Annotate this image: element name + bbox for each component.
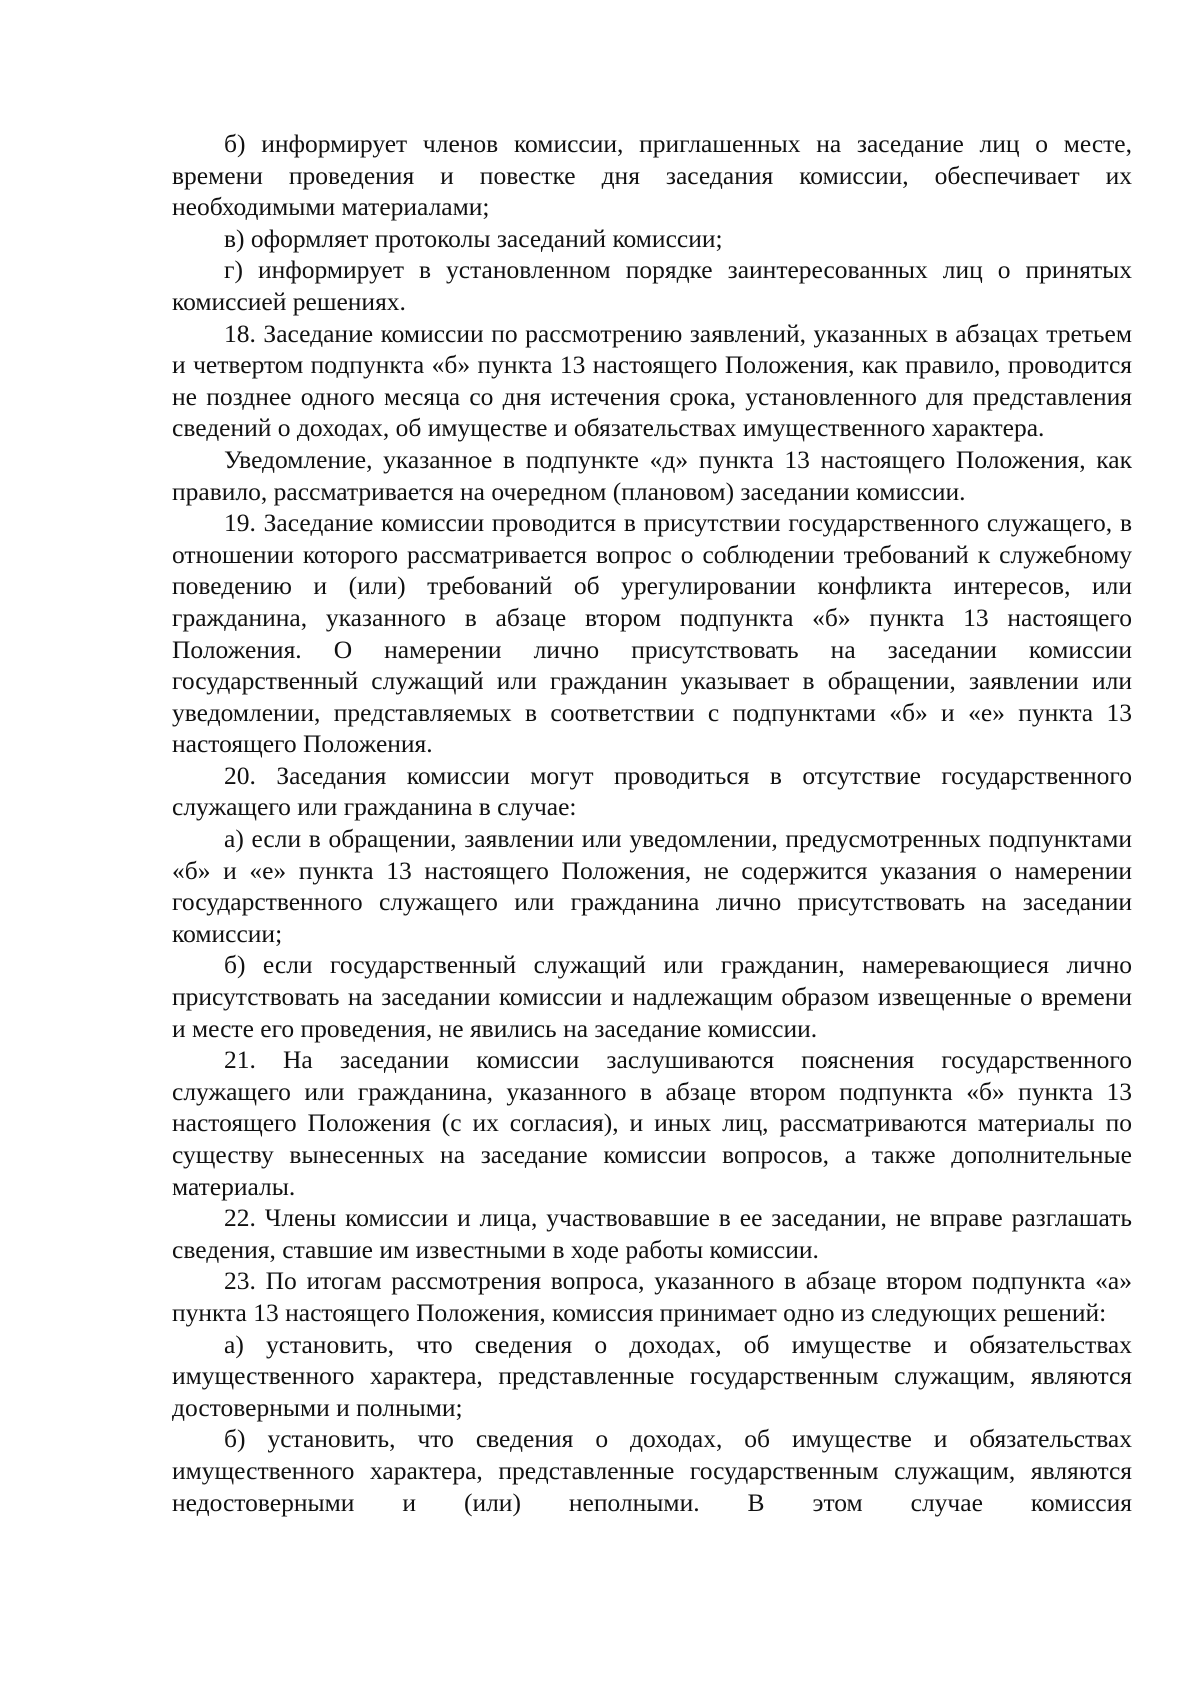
paragraph-23: 23. По итогам рассмотрения вопроса, указанного в абзаце втором подпункта «а» пункта 13 настоящего Положения, комиссия принимает одно из следующих решений: [172,1266,1132,1327]
paragraph-20b: б) если государственный служащий или гражданин, намеревающиеся лично присутствовать на заседании комиссии и надлежащим образом извещенные о времени и месте его проведения, не явились на заседание комиссии. [172,950,1132,1043]
paragraph-20a: а) если в обращении, заявлении или уведомлении, предусмотренных подпунктами «б» и «е» пункта 13 настоящего Положения, не содержится указания о намерении государственного служащего или гражданина лично присутствовать на заседании комиссии; [172,824,1132,948]
paragraph-21: 21. На заседании комиссии заслушиваются пояснения государственного служащего или гражданина, указанного в абзаце втором подпункта «б» пункта 13 настоящего Положения (с их согласия), и иных лиц, рассматриваются материалы по существу вынесенных на заседание комиссии вопросов, а также дополнительные материалы. [172,1045,1132,1201]
paragraph-17g: г) информирует в установленном порядке заинтересованных лиц о принятых комиссией решениях. [172,255,1132,316]
paragraph-17v: в) оформляет протоколы заседаний комиссии; [224,223,723,253]
paragraph-17b: б) информирует членов комиссии, приглашенных на заседание лиц о месте, времени проведения и повестке дня заседания комиссии, обеспечивает их необходимыми материалами; [172,129,1132,222]
paragraph-18-notice: Уведомление, указанное в подпункте «д» пункта 13 настоящего Положения, как правило, рассматривается на очередном (плановом) заседании комиссии. [172,444,1132,506]
paragraph-19: 19. Заседание комиссии проводится в присутствии государственного служащего, в отношении которого рассматривается вопрос о соблюдении требований к служебному поведению и (или) требований об урегулировании конфликта интересов, или гражданина, указанного в абзаце втором подпункта «б» пункта 13 настоящего Положения. О намерении лично присутствовать на заседании комиссии государственный служащий или гражданин указывает в обращении, заявлении или уведомлении, представляемых в соответствии с подпунктами «б» и «е» пункта 13 настоящего Положения. [172,508,1132,759]
paragraph-18: 18. Заседание комиссии по рассмотрению заявлений, указанных в абзацах третьем и четвертом подпункта «б» пункта 13 настоящего Положения, как правило, проводится не позднее одного месяца со дня истечения срока, установленного для представления сведений о доходах, об имуществе и обязательствах имущественного характера. [172,318,1132,443]
paragraph-20: 20. Заседания комиссии могут проводиться в отсутствие государственного служащего или гражданина в случае: [172,760,1132,822]
paragraph-22: 22. Члены комиссии и лица, участвовавшие в ее заседании, не вправе разглашать сведения, ставшие им известными в ходе работы комиссии. [172,1203,1132,1264]
paragraph-23b: б) установить, что сведения о доходах, об имуществе и обязательствах имущественного характера, представленные государственным служащим, являются недостоверными и (или) неполными. В этом случае комиссия [172,1424,1132,1517]
paragraph-23a: а) установить, что сведения о доходах, об имуществе и обязательствах имущественного характера, представленные государственным служащим, являются достоверными и полными; [172,1329,1132,1422]
document-page [172,128,1132,1518]
